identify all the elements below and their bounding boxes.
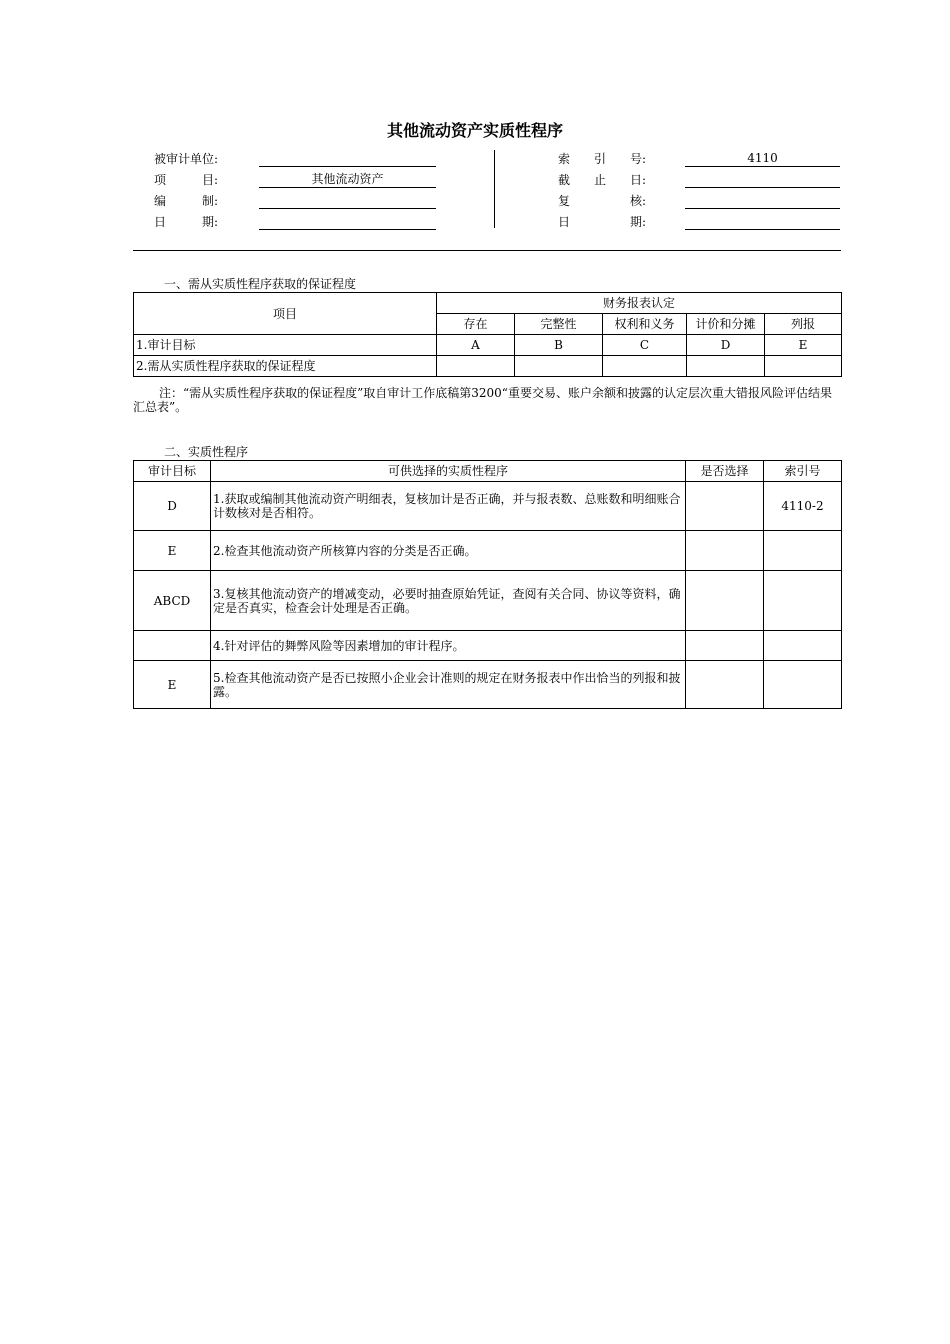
index-cell[interactable] bbox=[764, 661, 842, 709]
assertion-group-header: 财务报表认定 bbox=[437, 293, 842, 314]
selected-cell[interactable] bbox=[686, 482, 764, 531]
table-row bbox=[134, 356, 842, 377]
prepared-by-label: 编 制: bbox=[154, 194, 219, 208]
col-existence: 存在 bbox=[437, 314, 515, 335]
col-valuation-allocation: 计价和分摊 bbox=[687, 314, 765, 335]
table-row bbox=[134, 661, 842, 709]
table-cell: C bbox=[603, 335, 687, 356]
page-title: 其他流动资产实质性程序 bbox=[386, 121, 563, 140]
index-no-field[interactable]: 4110 bbox=[685, 150, 840, 167]
section1-heading: 一、需从实质性程序获取的保证程度 bbox=[164, 277, 357, 291]
table-cell[interactable] bbox=[515, 356, 603, 377]
table-cell[interactable] bbox=[687, 356, 765, 377]
col-presentation: 列报 bbox=[765, 314, 842, 335]
table-row bbox=[134, 335, 842, 356]
procedure-cell: 1.获取或编制其他流动资产明细表，复核加计是否正确，并与报表数、总账数和明细账合计数核对是否相符。 bbox=[211, 482, 686, 531]
cutoff-date-label: 截 止 日: bbox=[558, 173, 647, 187]
table-cell: D bbox=[687, 335, 765, 356]
procedure-cell: 3.复核其他流动资产的增减变动，必要时抽查原始凭证，查阅有关合同、协议等资料，确定是否真实，检查会计处理是否正确。 bbox=[211, 571, 686, 631]
procedure-cell: 4.针对评估的舞弊风险等因素增加的审计程序。 bbox=[211, 631, 686, 661]
reviewer-field[interactable] bbox=[685, 192, 840, 209]
index-cell[interactable] bbox=[764, 571, 842, 631]
index-no-label: 索 引 号: bbox=[558, 152, 647, 166]
item-header: 项目 bbox=[134, 293, 437, 335]
col-audit-target: 审计目标 bbox=[134, 461, 211, 482]
prepared-by-field[interactable] bbox=[259, 192, 436, 209]
table-cell: A bbox=[437, 335, 515, 356]
index-cell[interactable]: 4110-2 bbox=[764, 482, 842, 531]
cutoff-date-field[interactable] bbox=[685, 171, 840, 188]
audited-unit-field[interactable] bbox=[259, 150, 436, 167]
table-cell[interactable] bbox=[437, 356, 515, 377]
audited-unit-label: 被审计单位: bbox=[154, 152, 219, 166]
table-cell: B bbox=[515, 335, 603, 356]
assurance-table bbox=[133, 292, 842, 377]
date-field-right[interactable] bbox=[685, 213, 840, 230]
col-completeness: 完整性 bbox=[515, 314, 603, 335]
table-row bbox=[134, 571, 842, 631]
audit-target-cell bbox=[134, 631, 211, 661]
header-rule bbox=[133, 250, 841, 251]
header-divider bbox=[494, 150, 495, 228]
section2-heading: 二、实质性程序 bbox=[164, 445, 249, 459]
row-label: 2.需从实质性程序获取的保证程度 bbox=[134, 356, 437, 377]
col-procedure: 可供选择的实质性程序 bbox=[211, 461, 686, 482]
date-field-left[interactable] bbox=[259, 213, 436, 230]
audit-target-cell: E bbox=[134, 661, 211, 709]
col-index-no: 索引号 bbox=[764, 461, 842, 482]
item-label: 项 目: bbox=[154, 173, 219, 187]
audit-target-cell: E bbox=[134, 531, 211, 571]
col-rights-obligations: 权利和义务 bbox=[603, 314, 687, 335]
table-cell[interactable] bbox=[603, 356, 687, 377]
row-label: 1.审计目标 bbox=[134, 335, 437, 356]
date-label-right: 日 期: bbox=[558, 215, 647, 229]
index-cell[interactable] bbox=[764, 531, 842, 571]
item-field[interactable]: 其他流动资产 bbox=[259, 171, 436, 188]
col-selected: 是否选择 bbox=[686, 461, 764, 482]
table-cell[interactable] bbox=[765, 356, 842, 377]
table-row bbox=[134, 482, 842, 531]
index-cell[interactable] bbox=[764, 631, 842, 661]
procedure-cell: 2.检查其他流动资产所核算内容的分类是否正确。 bbox=[211, 531, 686, 571]
selected-cell[interactable] bbox=[686, 531, 764, 571]
procedure-cell: 5.检查其他流动资产是否已按照小企业会计准则的规定在财务报表中作出恰当的列报和披露。 bbox=[211, 661, 686, 709]
table-row bbox=[134, 531, 842, 571]
audit-target-cell: ABCD bbox=[134, 571, 211, 631]
table-cell: E bbox=[765, 335, 842, 356]
procedures-table bbox=[133, 460, 842, 709]
selected-cell[interactable] bbox=[686, 661, 764, 709]
selected-cell[interactable] bbox=[686, 631, 764, 661]
audit-target-cell: D bbox=[134, 482, 211, 531]
section1-note: 注：“需从实质性程序获取的保证程度”取自审计工作底稿第3200“重要交易、账户余额和披露的认定层次重大错报风险评估结果汇总表”。 bbox=[133, 386, 832, 414]
selected-cell[interactable] bbox=[686, 571, 764, 631]
reviewer-label: 复 核: bbox=[558, 194, 647, 208]
table-row bbox=[134, 631, 842, 661]
date-label-left: 日 期: bbox=[154, 215, 219, 229]
